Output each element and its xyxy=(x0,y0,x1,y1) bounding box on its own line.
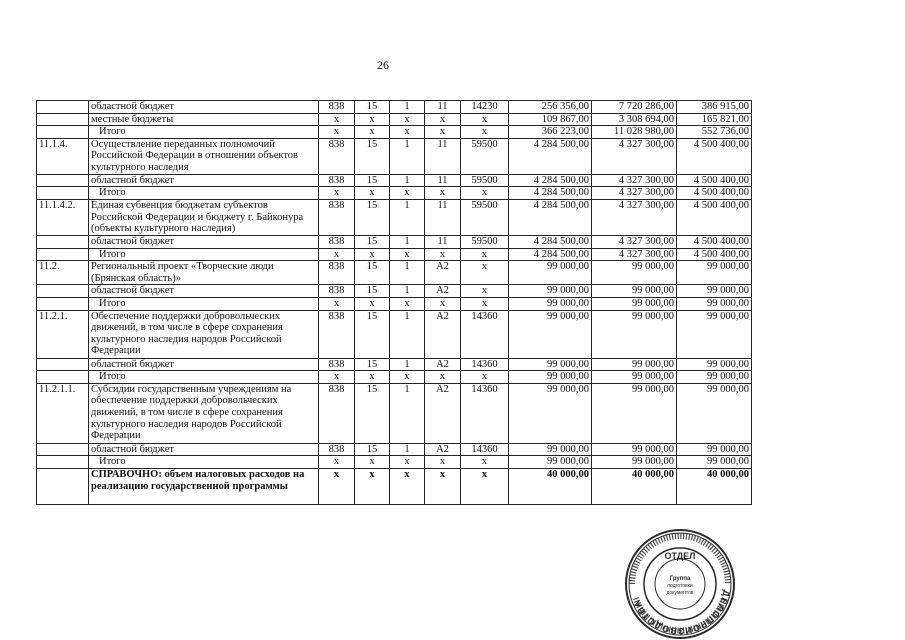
cell-pr: х xyxy=(390,113,425,126)
cell-rz: х xyxy=(355,126,390,139)
cell-year-2: 99 000,00 xyxy=(592,310,677,358)
cell-cs2: 14360 xyxy=(461,358,509,371)
cell-rz: х xyxy=(355,248,390,261)
row-code xyxy=(37,113,89,126)
row-code xyxy=(37,187,89,200)
cell-cs2: х xyxy=(461,261,509,285)
cell-pr: х xyxy=(390,126,425,139)
cell-cs2: 14360 xyxy=(461,443,509,456)
row-code: 11.2.1.1. xyxy=(37,383,89,443)
stamp-ring-text: ДЕЛОПРОИЗВОДСТВА xyxy=(631,589,732,637)
cell-cs1: х xyxy=(425,297,461,310)
stamp-title: ОТДЕЛ xyxy=(664,551,696,561)
table-row xyxy=(37,297,752,310)
cell-cs2: 59500 xyxy=(461,199,509,235)
table-row xyxy=(37,187,752,200)
row-name xyxy=(89,248,319,261)
table-row xyxy=(37,468,752,504)
cell-pr: 1 xyxy=(390,383,425,443)
cell-gr: 838 xyxy=(319,310,355,358)
row-name: областной бюджет xyxy=(89,285,319,298)
cell-year-3: 99 000,00 xyxy=(677,443,752,456)
cell-rz: 15 xyxy=(355,285,390,298)
cell-pr: 1 xyxy=(390,138,425,174)
cell-cs2: 14360 xyxy=(461,310,509,358)
row-code xyxy=(37,235,89,248)
row-code xyxy=(37,248,89,261)
cell-cs1: A2 xyxy=(425,383,461,443)
row-name xyxy=(89,126,319,139)
row-name: местные бюджеты xyxy=(89,113,319,126)
cell-cs2: х xyxy=(461,187,509,200)
cell-cs1: 11 xyxy=(425,199,461,235)
cell-cs1: х xyxy=(425,113,461,126)
table-row xyxy=(37,101,752,114)
cell-gr: 838 xyxy=(319,358,355,371)
table-row xyxy=(37,261,752,285)
row-code xyxy=(37,456,89,469)
row-name-text: Итого xyxy=(99,456,126,468)
cell-year-1: 99 000,00 xyxy=(509,358,592,371)
cell-year-1: 99 000,00 xyxy=(509,261,592,285)
cell-year-3: 4 500 400,00 xyxy=(677,199,752,235)
table-row xyxy=(37,285,752,298)
cell-gr: 838 xyxy=(319,199,355,235)
cell-cs2: х xyxy=(461,456,509,469)
table-row xyxy=(37,199,752,235)
budget-table xyxy=(36,100,752,505)
cell-cs2: х xyxy=(461,285,509,298)
row-code: 11.1.4.2. xyxy=(37,199,89,235)
stamp-line-3: документов xyxy=(666,590,694,596)
cell-year-3: 4 500 400,00 xyxy=(677,174,752,187)
cell-year-2: 99 000,00 xyxy=(592,358,677,371)
cell-year-1: 99 000,00 xyxy=(509,310,592,358)
row-name: Обеспечение поддержки добровольческих движений, в том числе в сфере сохранения культурного наследия народов Российской Федерации xyxy=(89,310,319,358)
cell-year-3: 99 000,00 xyxy=(677,310,752,358)
cell-year-2: 4 327 300,00 xyxy=(592,199,677,235)
cell-cs1: х xyxy=(425,126,461,139)
cell-year-3: 165 821,00 xyxy=(677,113,752,126)
row-name-text: Итого xyxy=(99,126,126,138)
table-row xyxy=(37,113,752,126)
cell-rz: х xyxy=(355,297,390,310)
row-name: Осуществление переданных полномочий Российской Федерации в отношении объектов культурного наследия xyxy=(89,138,319,174)
cell-gr: 838 xyxy=(319,383,355,443)
cell-rz: 15 xyxy=(355,235,390,248)
cell-gr: х xyxy=(319,126,355,139)
cell-pr: х xyxy=(390,371,425,384)
cell-cs1: A2 xyxy=(425,310,461,358)
cell-cs2: 14230 xyxy=(461,101,509,114)
cell-year-2: 4 327 300,00 xyxy=(592,187,677,200)
row-name: Региональный проект «Творческие люди (Брянская область)» xyxy=(89,261,319,285)
cell-year-1: 40 000,00 xyxy=(509,468,592,504)
cell-year-3: 99 000,00 xyxy=(677,371,752,384)
cell-year-1: 4 284 500,00 xyxy=(509,174,592,187)
cell-cs1: A2 xyxy=(425,358,461,371)
cell-year-2: 4 327 300,00 xyxy=(592,174,677,187)
table-row xyxy=(37,456,752,469)
row-code: 11.2.1. xyxy=(37,310,89,358)
cell-pr: 1 xyxy=(390,443,425,456)
cell-gr: 838 xyxy=(319,235,355,248)
cell-cs2: х xyxy=(461,113,509,126)
cell-cs2: х xyxy=(461,371,509,384)
cell-year-3: 40 000,00 xyxy=(677,468,752,504)
cell-rz: х xyxy=(355,456,390,469)
cell-pr: 1 xyxy=(390,174,425,187)
cell-year-3: 99 000,00 xyxy=(677,285,752,298)
cell-cs2: х xyxy=(461,468,509,504)
cell-rz: 15 xyxy=(355,138,390,174)
cell-cs1: 11 xyxy=(425,138,461,174)
row-name: областной бюджет xyxy=(89,174,319,187)
cell-year-1: 4 284 500,00 xyxy=(509,235,592,248)
cell-gr: 838 xyxy=(319,443,355,456)
row-name xyxy=(89,187,319,200)
official-stamp xyxy=(624,528,736,640)
cell-cs2: х xyxy=(461,297,509,310)
cell-year-3: 99 000,00 xyxy=(677,383,752,443)
cell-year-1: 4 284 500,00 xyxy=(509,199,592,235)
cell-pr: 1 xyxy=(390,101,425,114)
table-row xyxy=(37,126,752,139)
cell-year-1: 109 867,00 xyxy=(509,113,592,126)
cell-rz: 15 xyxy=(355,358,390,371)
cell-year-1: 256 356,00 xyxy=(509,101,592,114)
cell-year-2: 99 000,00 xyxy=(592,285,677,298)
row-code xyxy=(37,468,89,504)
cell-year-2: 3 308 694,00 xyxy=(592,113,677,126)
cell-cs2: 59500 xyxy=(461,138,509,174)
cell-year-1: 4 284 500,00 xyxy=(509,248,592,261)
row-name-text: Итого xyxy=(99,187,126,199)
cell-year-2: 99 000,00 xyxy=(592,261,677,285)
cell-year-3: 4 500 400,00 xyxy=(677,187,752,200)
row-code xyxy=(37,126,89,139)
row-name: областной бюджет xyxy=(89,443,319,456)
cell-rz: 15 xyxy=(355,261,390,285)
row-name xyxy=(89,297,319,310)
cell-year-2: 4 327 300,00 xyxy=(592,235,677,248)
cell-year-3: 4 500 400,00 xyxy=(677,138,752,174)
cell-cs1: 11 xyxy=(425,235,461,248)
cell-cs2: х xyxy=(461,248,509,261)
cell-cs1: A2 xyxy=(425,285,461,298)
cell-year-2: 40 000,00 xyxy=(592,468,677,504)
stamp-line-2: подготовки xyxy=(667,583,693,589)
cell-cs1: 11 xyxy=(425,101,461,114)
cell-rz: 15 xyxy=(355,383,390,443)
cell-cs2: 14360 xyxy=(461,383,509,443)
cell-pr: 1 xyxy=(390,285,425,298)
cell-gr: х xyxy=(319,248,355,261)
cell-cs1: х xyxy=(425,456,461,469)
cell-rz: 15 xyxy=(355,199,390,235)
cell-year-3: 99 000,00 xyxy=(677,261,752,285)
cell-year-3: 99 000,00 xyxy=(677,456,752,469)
cell-pr: х xyxy=(390,456,425,469)
cell-year-3: 4 500 400,00 xyxy=(677,235,752,248)
row-name: областной бюджет xyxy=(89,235,319,248)
cell-year-1: 99 000,00 xyxy=(509,371,592,384)
row-code: 11.1.4. xyxy=(37,138,89,174)
row-code xyxy=(37,297,89,310)
cell-pr: х xyxy=(390,187,425,200)
table-row xyxy=(37,443,752,456)
row-code xyxy=(37,371,89,384)
row-code xyxy=(37,358,89,371)
cell-rz: 15 xyxy=(355,174,390,187)
cell-gr: 838 xyxy=(319,261,355,285)
cell-cs1: х xyxy=(425,371,461,384)
cell-year-1: 99 000,00 xyxy=(509,456,592,469)
row-name xyxy=(89,371,319,384)
cell-year-1: 99 000,00 xyxy=(509,443,592,456)
cell-pr: х xyxy=(390,468,425,504)
cell-rz: 15 xyxy=(355,443,390,456)
cell-gr: х xyxy=(319,113,355,126)
cell-pr: 1 xyxy=(390,199,425,235)
cell-gr: 838 xyxy=(319,174,355,187)
cell-cs2: 59500 xyxy=(461,235,509,248)
cell-year-2: 7 720 286,00 xyxy=(592,101,677,114)
row-name: областной бюджет xyxy=(89,358,319,371)
cell-gr: х xyxy=(319,371,355,384)
row-code xyxy=(37,443,89,456)
cell-year-2: 99 000,00 xyxy=(592,383,677,443)
cell-year-1: 99 000,00 xyxy=(509,285,592,298)
table-row xyxy=(37,383,752,443)
cell-cs1: х xyxy=(425,468,461,504)
row-name-text: Итого xyxy=(99,371,126,383)
cell-pr: 1 xyxy=(390,261,425,285)
cell-rz: х xyxy=(355,371,390,384)
row-name: СПРАВОЧНО: объем налоговых расходов на реализацию государственной программы xyxy=(89,468,319,504)
table-row xyxy=(37,174,752,187)
cell-rz: х xyxy=(355,187,390,200)
cell-gr: 838 xyxy=(319,138,355,174)
cell-year-3: 552 736,00 xyxy=(677,126,752,139)
cell-gr: 838 xyxy=(319,101,355,114)
cell-pr: 1 xyxy=(390,358,425,371)
cell-pr: х xyxy=(390,297,425,310)
table-row xyxy=(37,371,752,384)
cell-cs2: 59500 xyxy=(461,174,509,187)
cell-cs1: 11 xyxy=(425,174,461,187)
cell-gr: х xyxy=(319,187,355,200)
row-name-text: Итого xyxy=(99,248,126,260)
cell-year-3: 99 000,00 xyxy=(677,358,752,371)
cell-rz: 15 xyxy=(355,310,390,358)
cell-rz: х xyxy=(355,468,390,504)
cell-cs1: х xyxy=(425,248,461,261)
cell-year-2: 99 000,00 xyxy=(592,297,677,310)
row-name-text: Итого xyxy=(99,297,126,309)
cell-year-2: 99 000,00 xyxy=(592,371,677,384)
table-row xyxy=(37,310,752,358)
row-code: 11.2. xyxy=(37,261,89,285)
cell-pr: 1 xyxy=(390,235,425,248)
cell-year-2: 11 028 980,00 xyxy=(592,126,677,139)
cell-year-1: 366 223,00 xyxy=(509,126,592,139)
cell-pr: х xyxy=(390,248,425,261)
table-row xyxy=(37,138,752,174)
cell-year-1: 99 000,00 xyxy=(509,297,592,310)
row-name: Единая субвенция бюджетам субъектов Российской Федерации и бюджету г. Байконура (объекты культурного наследия) xyxy=(89,199,319,235)
row-name: областной бюджет xyxy=(89,101,319,114)
cell-cs2: х xyxy=(461,126,509,139)
cell-cs1: х xyxy=(425,187,461,200)
table-row xyxy=(37,235,752,248)
cell-gr: 838 xyxy=(319,285,355,298)
cell-year-1: 4 284 500,00 xyxy=(509,138,592,174)
cell-year-1: 4 284 500,00 xyxy=(509,187,592,200)
cell-rz: 15 xyxy=(355,101,390,114)
table-row xyxy=(37,358,752,371)
cell-year-2: 4 327 300,00 xyxy=(592,248,677,261)
cell-cs1: A2 xyxy=(425,443,461,456)
row-code xyxy=(37,174,89,187)
stamp-line-1: Группа xyxy=(669,576,691,582)
row-name: Субсидии государственным учреждениям на обеспечение поддержки добровольческих движений, в том числе в сфере сохранения культурного наследия народов Российской Федерации xyxy=(89,383,319,443)
cell-gr: х xyxy=(319,468,355,504)
cell-pr: 1 xyxy=(390,310,425,358)
cell-year-1: 99 000,00 xyxy=(509,383,592,443)
cell-year-2: 4 327 300,00 xyxy=(592,138,677,174)
cell-cs1: A2 xyxy=(425,261,461,285)
cell-rz: х xyxy=(355,113,390,126)
cell-year-3: 4 500 400,00 xyxy=(677,248,752,261)
cell-gr: х xyxy=(319,456,355,469)
row-code xyxy=(37,101,89,114)
page-number: 26 xyxy=(377,58,389,72)
row-code xyxy=(37,285,89,298)
table-row xyxy=(37,248,752,261)
cell-year-3: 99 000,00 xyxy=(677,297,752,310)
cell-gr: х xyxy=(319,297,355,310)
row-name xyxy=(89,456,319,469)
cell-year-2: 99 000,00 xyxy=(592,456,677,469)
cell-year-2: 99 000,00 xyxy=(592,443,677,456)
cell-year-3: 386 915,00 xyxy=(677,101,752,114)
